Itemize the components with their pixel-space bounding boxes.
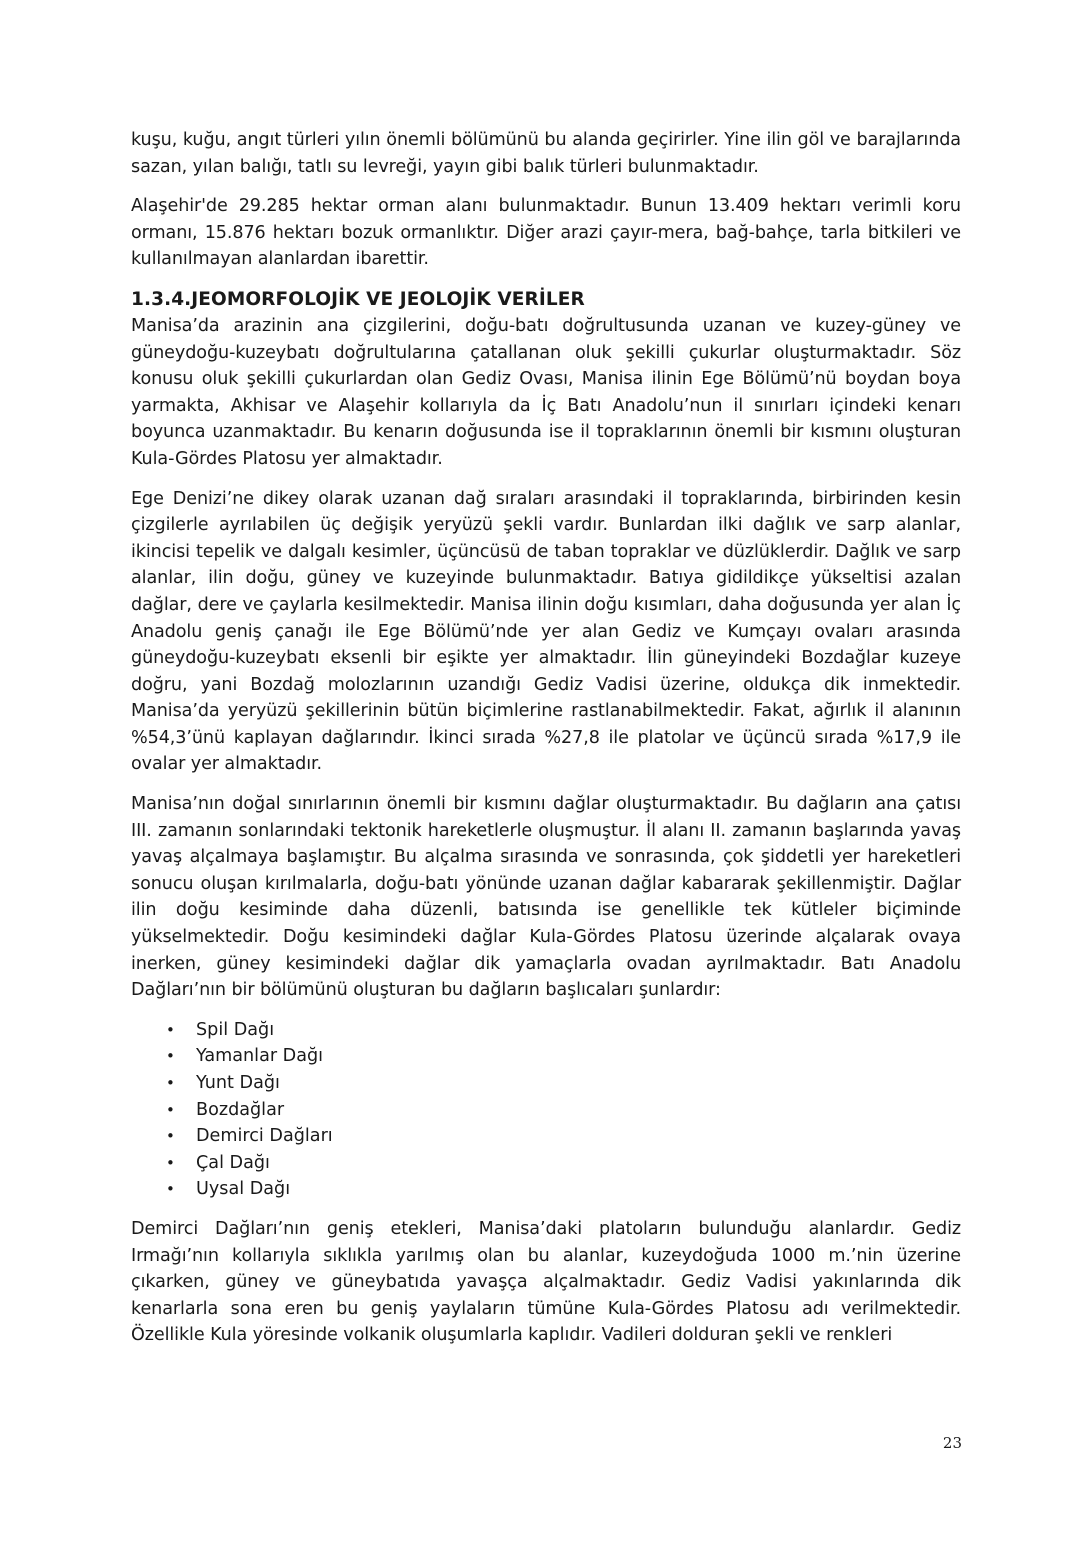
list-item [131,1043,961,1070]
list-item-label: Yunt Dağı [196,1073,280,1093]
bullet-icon: • [166,1100,175,1119]
list-item-label: Çal Dağı [196,1152,270,1173]
document-body [131,127,961,1362]
section-heading: 1.3.4.JEOMORFOLOJİK VE JEOLOJİK VERİLER [131,288,585,310]
paragraph-terrain-lines: Manisa’da arazinin ana çizgilerini, doğu-batı doğrultusunda uzanan ve kuzey-güney ve güneydoğu-kuzeybatı doğrultularına çatallanan oluk şekilli çukurlar oluşturmaktadır. Söz konusu oluk şekilli çukurlardan olan Gediz Ovası, Manisa ilinin Ege Bölümü’nü boydan boya yarmakta, Akhisar ve Alaşehir kollarıyla da İç Batı Anadolu’nun il sınırları içindeki kenarı boyunca uzanmaktadır. Bu kenarın doğusunda ise il topraklarının önemli bir kısmını oluşturan Kula-Gördes Platosu yer almaktadır. [131,315,961,469]
paragraph-birds-fish: kuşu, kuğu, angıt türleri yılın önemli bölümünü bu alanda geçirirler. Yine ilin göl ve barajlarında sazan, yılan balığı, tatlı su levreği, yayın gibi balık türleri bulunmaktadır. [131,130,961,177]
paragraph-alasehir-forest: Alaşehir'de 29.285 hektar orman alanı bulunmaktadır. Bunun 13.409 hektarı verimli koru ormanı, 15.876 hektarı bozuk ormanlıktır. Diğer arazi çayır-mera, bağ-bahçe, tarla bitkileri ve kullanılmayan alanlardan ibarettir. [131,196,961,270]
list-item [131,1017,961,1044]
list-item [131,1176,961,1203]
list-item [131,1150,961,1177]
mountain-list [131,1017,961,1203]
bullet-icon: • [166,1180,175,1199]
list-item-label: Uysal Dağı [196,1179,291,1200]
bullet-icon: • [166,1047,175,1066]
list-item-label: Spil Dağı [196,1019,275,1040]
paragraph-demirci-plateaus: Demirci Dağları’nın geniş etekleri, Manisa’daki platoların bulunduğu alanlardır. Gediz Irmağı’nın kollarıyla sıklıkla yarılmış olan bu alanlar, kuzeydoğuda 1000 m.’nin üzerine çıkarken, güney ve güneybatıda yavaşça alçalmaktadır. Gediz Vadisi yakınlarında dik kenarlarla sona eren bu geniş yaylaların tümüne Kula-Gördes Platosu adı verilmektedir. Özellikle Kula yöresinde volkanik oluşumlarla kaplıdır. Vadileri dolduran şekli ve renkleri [131,1218,961,1346]
paragraph-landforms: Ege Denizi’ne dikey olarak uzanan dağ sıraları arasındaki il topraklarında, birbirinden kesin çizgilerle ayrılabilen üç değişik yeryüzü şekli vardır. Bunlardan ilki dağlık ve sarp alanlar, ikincisi tepelik ve dalgalı kesimler, üçüncüsü de taban topraklar ve düzlüklerdir. Dağlık ve sarp alanlar, ilin doğu, güney ve kuzeyinde bulunmaktadır. Batıya gidildikçe yükseltisi azalan dağlar, dere ve çaylarla kesilmektedir. Manisa ilinin doğu kısımları, daha doğusunda yer alan İç Anadolu geniş çanağı ile Ege Bölümü’nde yer alan Gediz ve Kumçayı ovaları arasında güneydoğu-kuzeybatı eksenli bir eşikte yer almaktadır. İlin güneyindeki Bozdağlar kuzeye doğru, yani Bozdağ molozlarının uzandığı Gediz Vadisi üzerine, oldukça dik inmektedir. Manisa’da yeryüzü şekillerinin bütün biçimlerine rastlanabilmektedir. Fakat, ağırlık il alanının %54,3’ünü kaplayan dağlarındır. İkinci sırada %27,8 ile platolar ve üçüncü sırada %17,9 ile ovalar yer almaktadır. [131,488,961,775]
list-item [131,1097,961,1124]
paragraph-mountains-intro: Manisa’nın doğal sınırlarının önemli bir kısmını dağlar oluşturmaktadır. Bu dağların ana çatısı III. zamanın sonlarındaki tektonik hareketlerle oluşmuştur. İl alanı II. zamanın başlarında yavaş yavaş alçalmaya başlamıştır. Bu alçalma sırasında ve sonrasında, çok şiddetli yer hareketleri sonucu oluşan kırılmalarla, doğu-batı yönünde uzanan dağlar kabararak şekillenmiştir. Dağlar ilin doğu kesiminde daha düzenli, batısında ise genellikle tek kütleler biçiminde yükselmektedir. Doğu kesimindeki dağlar Kula-Gördes Platosu üzerinde alçalarak ovaya inerken, güney kesimindeki dağlar dik yamaçlarla ovadan ayrılmaktadır. Batı Anadolu Dağları’nın bir bölümünü oluşturan bu dağların başlıcaları şunlardır: [131,794,961,1001]
bullet-icon: • [166,1153,175,1172]
bullet-icon: • [166,1074,175,1092]
list-item-label: Yamanlar Dağı [196,1046,324,1067]
bullet-icon: • [166,1020,175,1039]
list-item-label: Demirci Dağları [196,1126,333,1147]
list-item [131,1070,961,1097]
bullet-icon: • [166,1127,175,1146]
page-number: 23 [942,1434,962,1452]
list-item [131,1123,961,1150]
list-item-label: Bozdağlar [196,1099,285,1120]
